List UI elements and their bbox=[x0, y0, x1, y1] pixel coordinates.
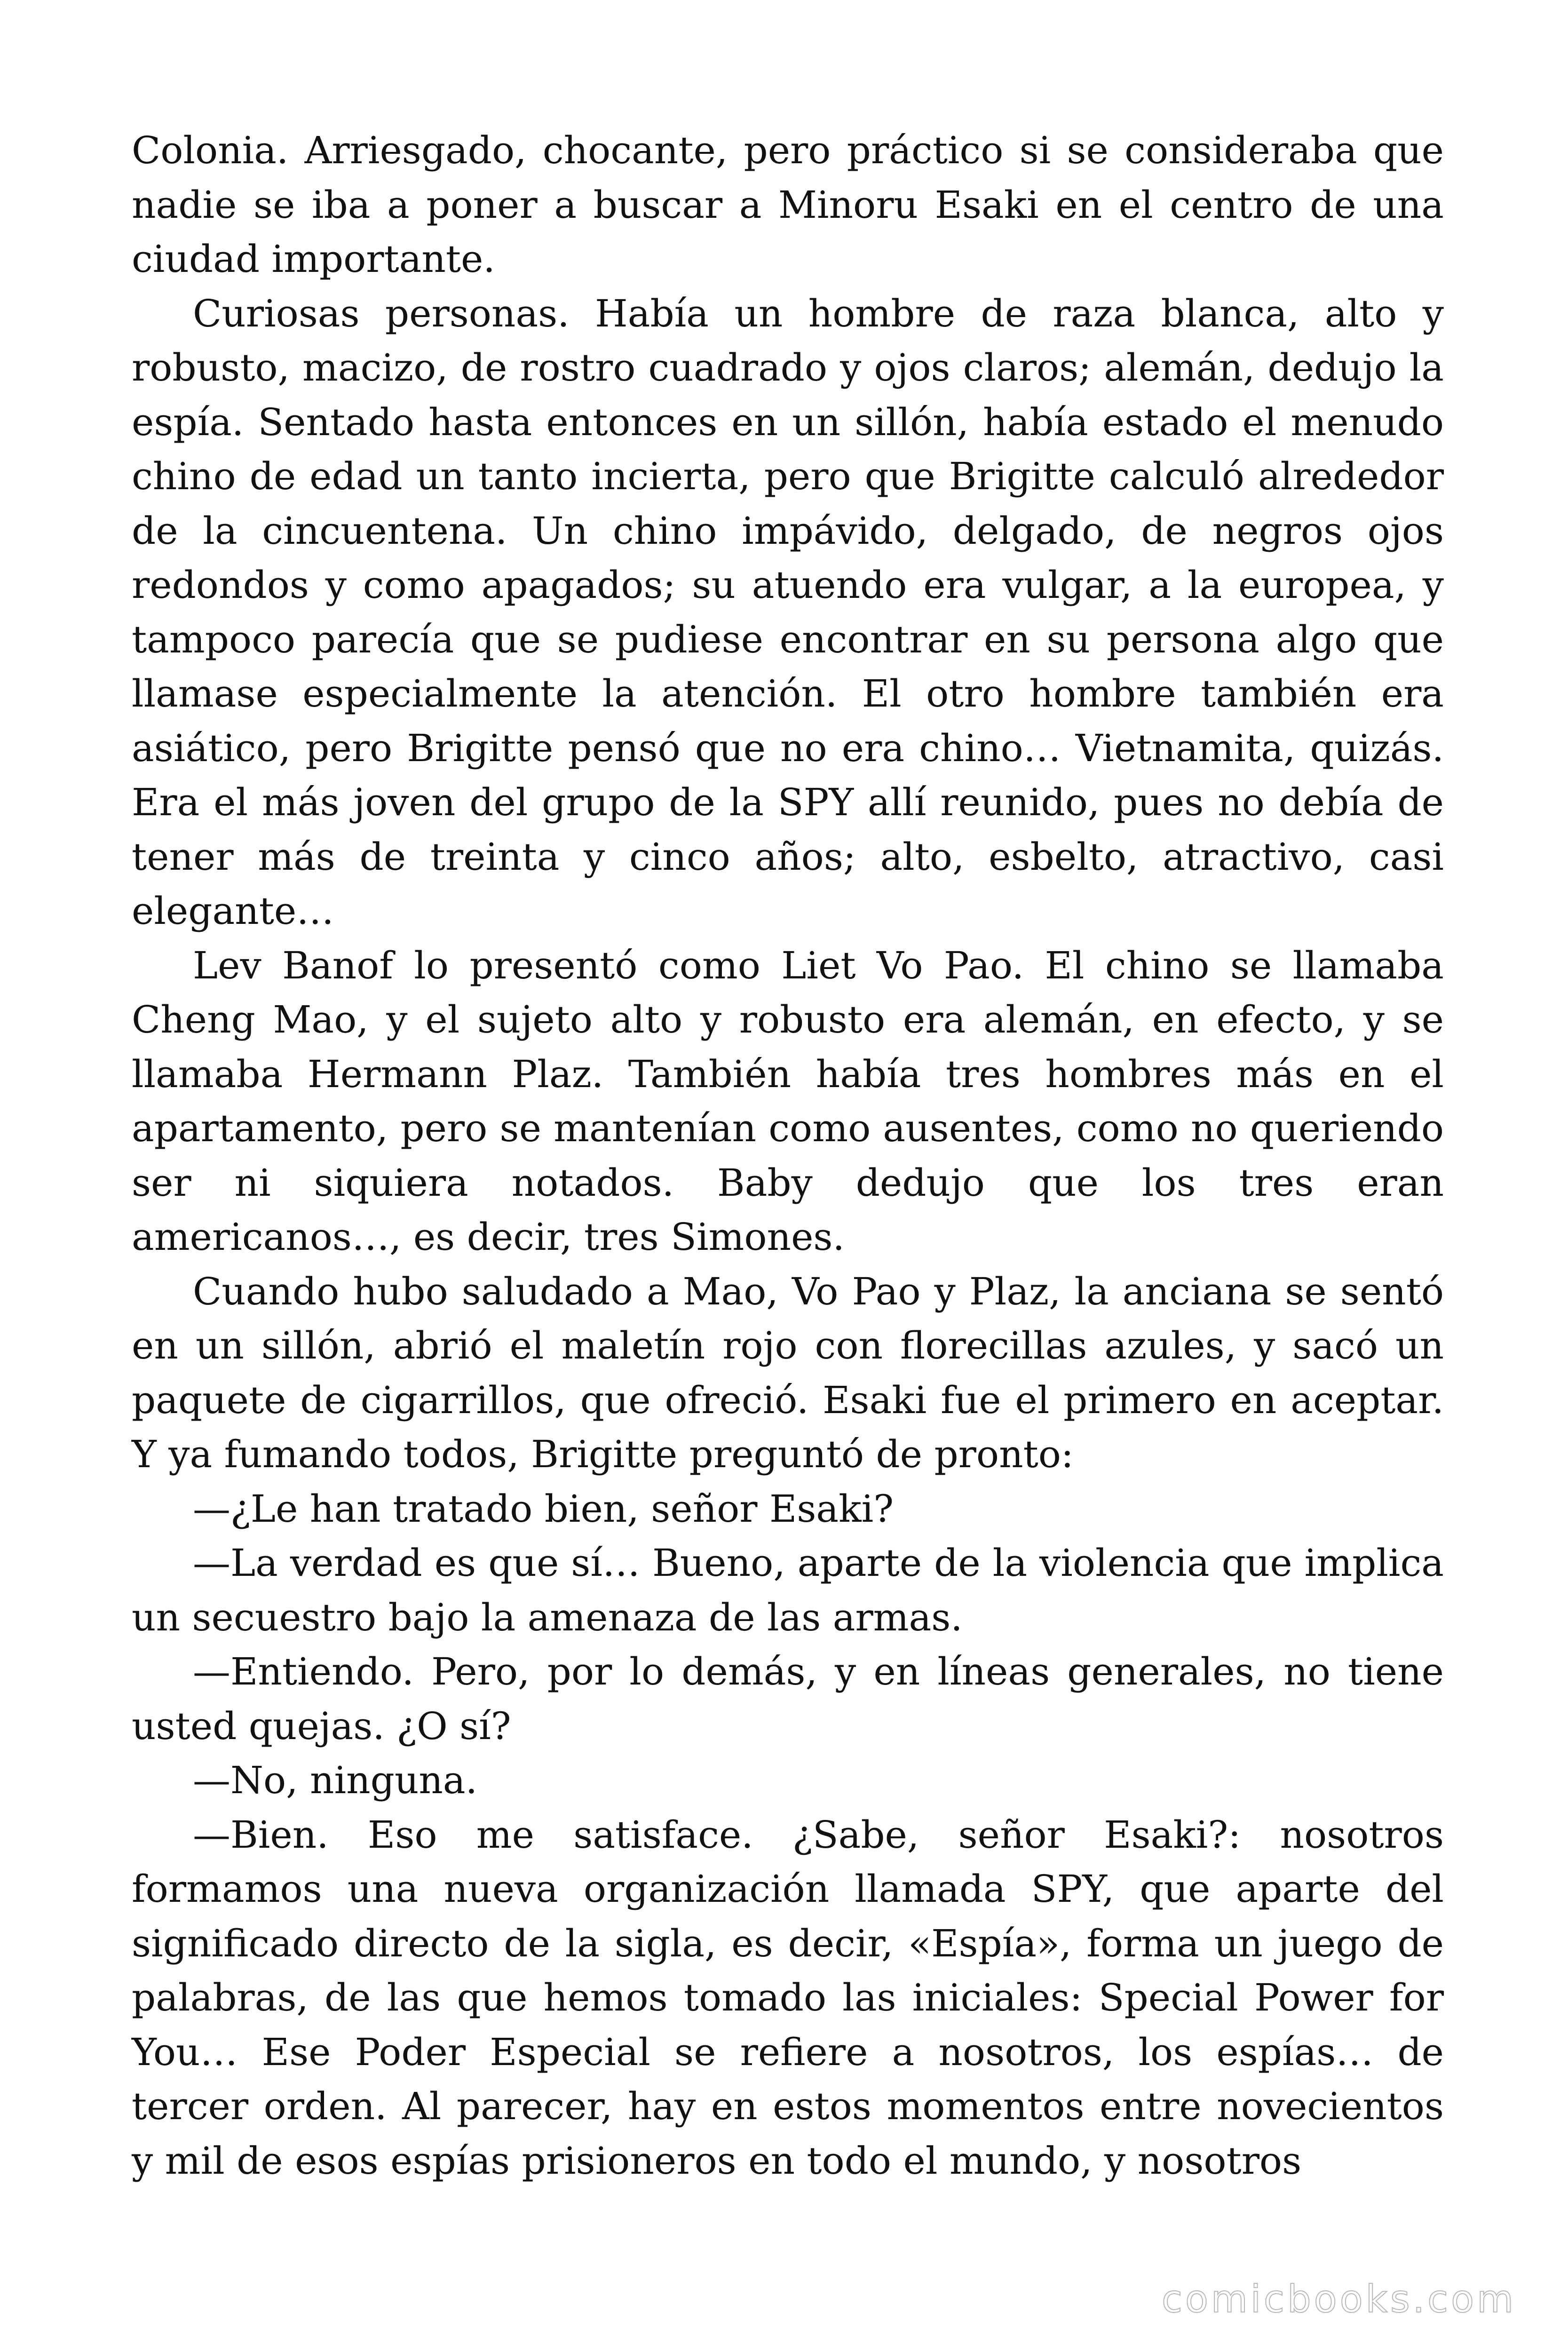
dialogue-line: —No, ninguna. bbox=[193, 1758, 478, 1802]
site-watermark: comicbooks.com bbox=[1161, 2277, 1516, 2321]
dialogue-line: —Bien. Eso me satisface. ¿Sabe, señor Esaki?: nosotros formamos una nueva organización llamada SPY, que aparte del significado directo de la sigla, es decir, «Espía», forma un juego de palabras, de las que hemos tomado las iniciales: Special Power for You… Ese Poder Especial se refiere a nosotros, los espías… de tercer orden. Al parecer, hay en estos momentos entre novecientos y mil de esos espías prisioneros en todo el mundo, y nosotros bbox=[132, 1812, 1444, 2183]
dialogue-line: —¿Le han tratado bien, señor Esaki? bbox=[193, 1486, 894, 1531]
paragraph: Lev Banof lo presentó como Liet Vo Pao. El chino se llamaba Cheng Mao, y el sujeto alto y robusto era alemán, en efecto, y se llamaba Hermann Plaz. También había tres hombres más en el apartamento, pero se mantenían como ausentes, como no queriendo ser ni siquiera notados. Baby dedujo que los tres eran americanos…, es decir, tres Simones. bbox=[132, 943, 1444, 1259]
paragraph: Cuando hubo saludado a Mao, Vo Pao y Plaz, la anciana se sentó en un sillón, abrió el maletín rojo con florecillas azules, y sacó un paquete de cigarrillos, que ofreció. Esaki fue el primero en aceptar. Y ya fumando todos, Brigitte preguntó de pronto: bbox=[132, 1269, 1444, 1476]
dialogue-line: —Entiendo. Pero, por lo demás, y en líneas generales, no tiene usted quejas. ¿O sí? bbox=[132, 1650, 1444, 1748]
body-text bbox=[132, 123, 1444, 2188]
dialogue-line: —La verdad es que sí… Bueno, aparte de la violencia que implica un secuestro bajo la amenaza de las armas. bbox=[132, 1541, 1444, 1639]
paragraph: Curiosas personas. Había un hombre de raza blanca, alto y robusto, macizo, de rostro cuadrado y ojos claros; alemán, dedujo la espía. Sentado hasta entonces en un sillón, había estado el menudo chino de edad un tanto incierta, pero que Brigitte calculó alrededor de la cincuentena. Un chino impávido, delgado, de negros ojos redondos y como apagados; su atuendo era vulgar, a la europea, y tampoco parecía que se pudiese encontrar en su persona algo que llamase especialmente la atención. El otro hombre también era asiático, pero Brigitte pensó que no era chino… Vietnamita, quizás. Era el más joven del grupo de la SPY allí reunido, pues no debía de tener más de treinta y cinco años; alto, esbelto, atractivo, casi elegante… bbox=[132, 291, 1444, 933]
paragraph: Colonia. Arriesgado, chocante, pero práctico si se consideraba que nadie se iba a poner a buscar a Minoru Esaki en el centro de una ciudad importante. bbox=[132, 128, 1444, 281]
